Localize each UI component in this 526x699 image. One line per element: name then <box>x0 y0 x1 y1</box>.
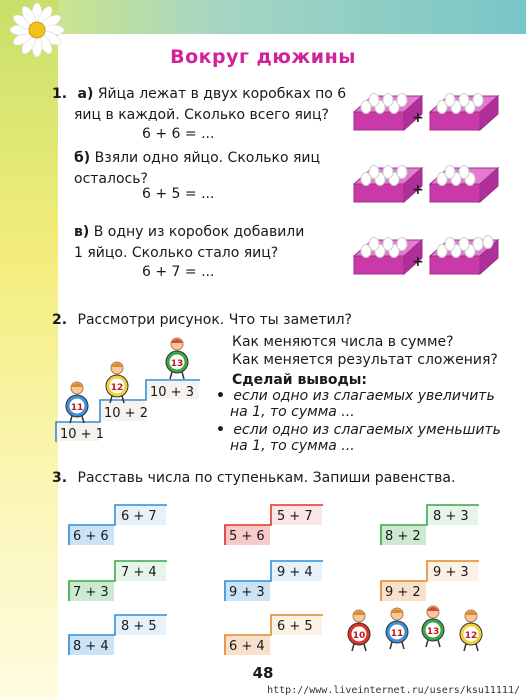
task1-c-line2: 1 яйцо. Сколько стало яиц? <box>74 245 279 261</box>
stair-block <box>68 614 168 656</box>
task3-number: 3. <box>52 470 68 486</box>
task1-b-line1: Взяли одно яйцо. Сколько яиц <box>94 150 321 166</box>
egg-icon <box>397 238 407 251</box>
egg-icon <box>473 94 483 107</box>
stair-high-label: 9 + 3 <box>433 565 469 580</box>
egg-icon <box>445 94 455 107</box>
number-kid-icon <box>344 608 374 652</box>
stair-high-label: 9 + 4 <box>277 565 313 580</box>
egg-tray <box>428 90 500 136</box>
left-color-band <box>0 0 58 699</box>
kid-number-label: 11 <box>70 403 84 413</box>
task3-text: Расставь числа по ступенькам. Запиши равенства. <box>77 470 456 486</box>
egg-icon <box>369 238 379 251</box>
stair-block <box>68 560 168 602</box>
task2-question: Рассмотри рисунок. Что ты заметил? <box>77 312 352 328</box>
number-kid-icon <box>102 360 132 404</box>
task1-text-c1 <box>74 222 304 243</box>
stair-high-label: 6 + 5 <box>277 619 313 634</box>
egg-icon <box>445 166 455 179</box>
task2-q2: Как меняется результат сложения? <box>232 352 498 368</box>
page-title: Вокруг дюжины <box>170 46 356 68</box>
stair-low-label: 9 + 3 <box>229 585 265 600</box>
task1-text-a1 <box>52 84 346 105</box>
egg-icon <box>369 166 379 179</box>
stair-block <box>380 504 480 546</box>
egg-icon <box>397 166 407 179</box>
bullet-icon: • <box>216 388 225 404</box>
stair-block <box>224 614 324 656</box>
plus-sign: + <box>412 254 424 270</box>
stair-low-label: 9 + 2 <box>385 585 421 600</box>
egg-icon <box>397 94 407 107</box>
egg-icon <box>473 238 483 251</box>
egg-icon <box>383 94 393 107</box>
egg-icon <box>459 238 469 251</box>
stair-low-label: 6 + 4 <box>229 639 265 654</box>
step-label-3: 10 + 3 <box>150 385 194 400</box>
kid-number-label: 13 <box>170 359 184 369</box>
stair-low-label: 8 + 2 <box>385 529 421 544</box>
egg-icon <box>369 94 379 107</box>
task2-bullet1-line1: если одно из слагаемых увеличить <box>233 388 495 404</box>
step-label-2: 10 + 2 <box>104 406 148 421</box>
stair-block <box>224 560 324 602</box>
page-number: 48 <box>252 664 274 682</box>
task1-c-line1: В одну из коробок добавили <box>93 224 305 240</box>
stair-low-label: 6 + 6 <box>73 529 109 544</box>
plus-sign: + <box>412 182 424 198</box>
task1-a-equation: 6 + 6 = ... <box>142 126 215 142</box>
egg-icon <box>383 166 393 179</box>
plus-sign: + <box>412 110 424 126</box>
stair-low-label: 7 + 3 <box>73 585 109 600</box>
kid-number-label: 10 <box>352 631 366 641</box>
task2-number: 2. <box>52 312 68 328</box>
source-footer: http://www.liveinternet.ru/users/ksu11111/ <box>267 685 520 696</box>
task2-q1: Как меняются числа в сумме? <box>232 334 454 350</box>
stair-block <box>224 504 324 546</box>
task1-c-equation: 6 + 7 = ... <box>142 264 215 280</box>
stair-high-label: 5 + 7 <box>277 509 313 524</box>
task1-b-line2: осталось? <box>74 171 148 187</box>
kid-number-label: 13 <box>426 627 440 637</box>
stair-low-label: 8 + 4 <box>73 639 109 654</box>
number-kid-icon <box>382 606 412 650</box>
stair-block <box>380 560 480 602</box>
number-kid-icon <box>456 608 486 652</box>
egg-icon <box>483 236 493 249</box>
bullet-icon: • <box>216 422 225 438</box>
kid-number-label: 11 <box>390 629 404 639</box>
task3-text-line <box>52 468 455 489</box>
number-kid-icon <box>162 336 192 380</box>
number-kid-icon <box>418 604 448 648</box>
task2-conclusions-title: Сделай выводы: <box>232 372 368 388</box>
task1-a-label: а) <box>77 86 94 102</box>
task1-a-line2: яиц в каждой. Сколько всего яиц? <box>74 107 329 123</box>
egg-icon <box>445 238 455 251</box>
task1-b-equation: 6 + 5 = ... <box>142 186 215 202</box>
task1-text-b1 <box>74 148 320 169</box>
task1-a-line1: Яйца лежат в двух коробках по 6 <box>97 86 347 102</box>
task1-number: 1. <box>52 86 68 102</box>
stair-block <box>68 504 168 546</box>
stair-high-label: 6 + 7 <box>121 509 157 524</box>
task2-bullet2-line1: если одно из слагаемых уменьшить <box>233 422 501 438</box>
task1-c-label: в) <box>74 224 90 240</box>
egg-icon <box>383 238 393 251</box>
stair-high-label: 8 + 3 <box>433 509 469 524</box>
stair-low-label: 5 + 6 <box>229 529 265 544</box>
task2-bullet1-line2: на 1, то сумма ... <box>230 404 355 420</box>
number-kid-icon <box>62 380 92 424</box>
egg-tray <box>428 234 500 280</box>
step-label-1: 10 + 1 <box>60 427 104 442</box>
egg-icon <box>459 166 469 179</box>
egg-tray <box>428 162 500 208</box>
stair-high-label: 7 + 4 <box>121 565 157 580</box>
task1-b-label: б) <box>74 150 91 166</box>
task2-question-line <box>52 310 352 331</box>
top-color-band <box>0 0 526 34</box>
egg-icon <box>459 94 469 107</box>
task2-bullet2-line2: на 1, то сумма ... <box>230 438 355 454</box>
stair-high-label: 8 + 5 <box>121 619 157 634</box>
kid-number-label: 12 <box>110 383 124 393</box>
kid-number-label: 12 <box>464 631 478 641</box>
